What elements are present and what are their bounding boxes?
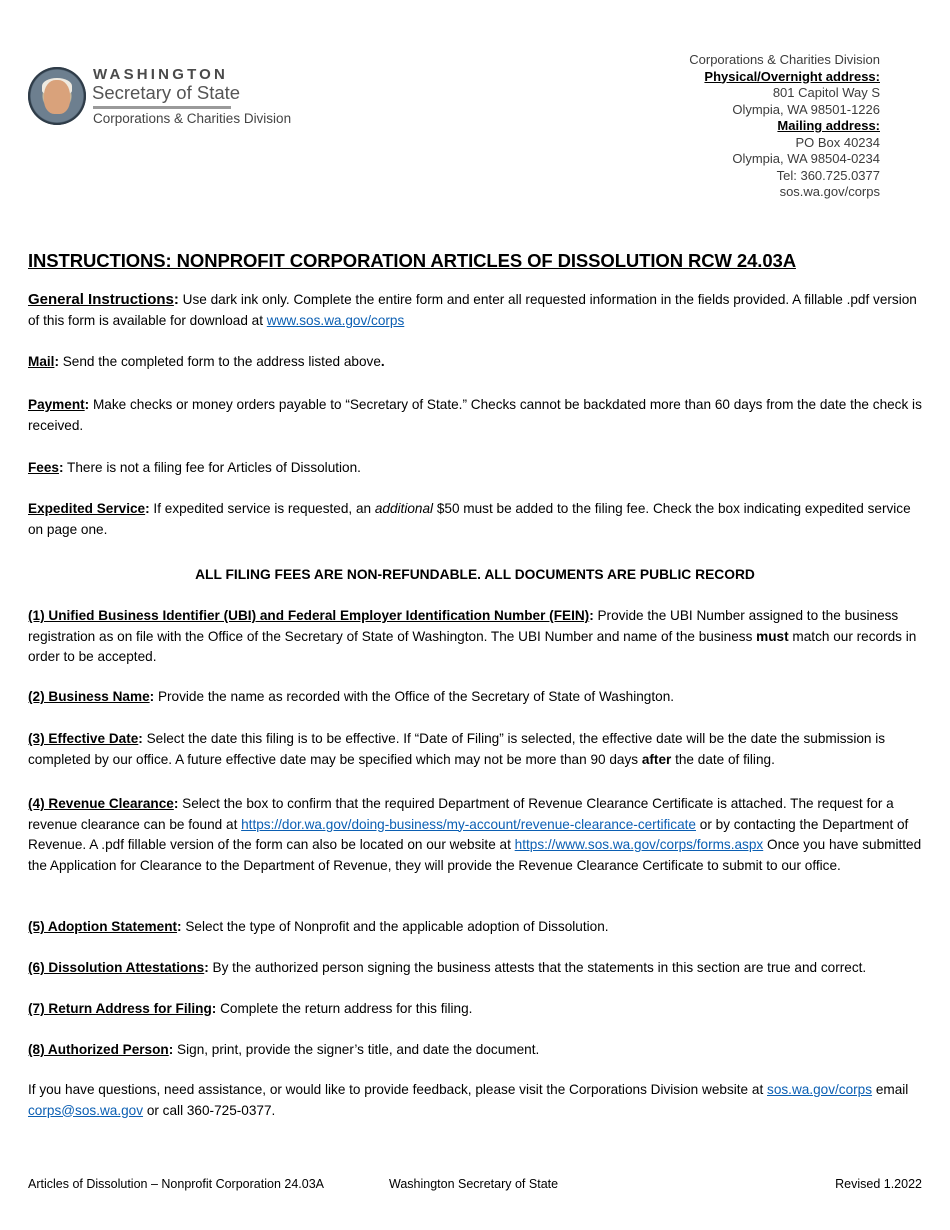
return-address-text: Complete the return address for this filing. [216, 1001, 473, 1016]
mail-text: Send the completed form to the address listed above [58, 354, 381, 369]
telephone: Tel: 360.725.0377 [776, 167, 880, 183]
expedited-italic: additional [374, 501, 434, 516]
physical-city: Olympia, WA 98501-1226 [732, 101, 880, 117]
corps-website-link[interactable]: sos.wa.gov/corps [767, 1082, 873, 1097]
seal-portrait-face [44, 80, 70, 114]
general-text: Use dark ink only. Complete the entire form and enter all requested information in the fields provided. A fillable .pdf version of this form is available for download at [28, 292, 917, 328]
mail-instructions: Mail: Send the completed form to the address listed above. [28, 354, 385, 369]
contact-text-b: email [872, 1082, 909, 1097]
logo-division: Corporations & Charities Division [93, 111, 292, 126]
mailing-city: Olympia, WA 98504-0234 [732, 151, 880, 166]
ubi-text-a: Provide the UBI Number assigned to the business registration as on file with the Office of the Secretary of State of Washington. The UBI Number and name of the business [28, 608, 899, 644]
payment-label: Payment [28, 397, 85, 412]
effective-text-b: the date of filing. [671, 751, 775, 767]
fees-label: Fees [28, 460, 59, 475]
section-attestations: (6) Dissolution Attestations: By the authorized person signing the business attests that the statements in this section are true and correct. [28, 960, 867, 975]
authorized-label: (8) Authorized Person [28, 1042, 169, 1057]
revenue-clearance-link[interactable]: https://dor.wa.gov/doing-business/my-account/revenue-clearance-certificate [241, 816, 696, 832]
section-business-name: (2) Business Name: Provide the name as recorded with the Office of the Secretary of State of Washington. [28, 689, 675, 704]
effective-date-label: (3) Effective Date [28, 731, 139, 746]
return-address-label: (7) Return Address for Filing [28, 1001, 212, 1016]
section-effective-date: (3) Effective Date: Select the date this filing is to be effective. If “Date of Filing” is selected, the effective date will be the date the submission is completed by our office. A future effective date may be specified which may not be more than 90 days after the date of filing. [28, 731, 886, 767]
physical-address-label: Physical/Overnight address: [704, 68, 880, 84]
mailing-address-label: Mailing address: [777, 118, 880, 133]
section-adoption: (5) Adoption Statement: Select the type of Nonprofit and the applicable adoption of Dissolution. [28, 919, 609, 934]
section-revenue-clearance: (4) Revenue Clearance: Select the box to confirm that the required Department of Revenue Clearance Certificate is attached. The request for a revenue clearance can be found at https://dor.wa.gov/doing-business/my-account/revenue-clearance-certificate or by contacting the Department of Revenue. A .pdf fillable version of the form can also be located on our website at https://www.sos.wa.gov/corps/forms.aspx Once you have submitted the Application for Clearance to the Department of Revenue, they will provide the Revenue Clearance Certificate to submit to our office. [28, 796, 922, 873]
mail-label: Mail [28, 354, 55, 369]
website: sos.wa.gov/corps [779, 184, 880, 199]
address-division: Corporations & Charities Division [689, 52, 880, 67]
address-block [689, 52, 880, 201]
expedited-text-b: $50 must be added to the filing fee. Check the box indicating expedited service on page one. [28, 501, 911, 537]
expedited-label: Expedited Service [28, 501, 146, 516]
section-return-address: (7) Return Address for Filing: Complete the return address for this filing. [28, 1001, 473, 1016]
payment-instructions: Payment: Make checks or money orders payable to “Secretary of State.” Checks cannot be backdated more than 60 days from the date the check is received. [28, 397, 922, 433]
ubi-bold: must [756, 628, 789, 644]
contact-text-c: or call 360-725-0377. [143, 1102, 276, 1118]
expedited-text-a: If expedited service is requested, an [149, 501, 375, 516]
logo-office: Secretary of State [92, 82, 241, 103]
corps-email-link[interactable]: corps@sos.wa.gov [28, 1102, 144, 1118]
effective-bold: after [641, 751, 672, 767]
footer-form-name: Articles of Dissolution – Nonprofit Corporation 24.03A [28, 1177, 324, 1191]
adoption-label: (5) Adoption Statement [28, 919, 178, 934]
revenue-text-b: or by contacting the Department of Revenue. A .pdf fillable version of the form can also be located on our website at [28, 816, 909, 852]
ubi-label: (1) Unified Business Identifier (UBI) and Federal Employer Identification Number (FEIN) [28, 608, 590, 623]
business-name-text: Provide the name as recorded with the Office of the Secretary of State of Washington. [154, 689, 675, 704]
authorized-text: Sign, print, provide the signer’s title, and date the document. [173, 1042, 540, 1057]
fees-text: There is not a filing fee for Articles of Dissolution. [63, 460, 361, 475]
effective-text-a: Select the date this filing is to be effective. If “Date of Filing” is selected, the effective date will be the date the submission is completed by our office. A future effective date may be specified which may not be more than 90 days [28, 731, 886, 767]
general-instructions: General Instructions: Use dark ink only. Complete the entire form and enter all requested information in the fields provided. A fillable .pdf version of this form is available for download at www.sos.wa.gov/corps [28, 291, 917, 328]
page-title: INSTRUCTIONS: NONPROFIT CORPORATION ARTICLES OF DISSOLUTION RCW 24.03A [28, 250, 796, 271]
contact-text-a: If you have questions, need assistance, or would like to provide feedback, please visit the Corporations Division website at [28, 1082, 768, 1097]
revenue-label: (4) Revenue Clearance [28, 796, 174, 811]
ubi-text-b: match our records in order to be accepted. [28, 628, 917, 664]
business-name-label: (2) Business Name [28, 689, 150, 704]
logo-state: WASHINGTON [93, 66, 229, 83]
physical-street: 801 Capitol Way S [772, 85, 880, 100]
contact-info [28, 1080, 923, 1121]
fees-instructions: Fees: There is not a filing fee for Articles of Dissolution. [28, 460, 361, 475]
mail-period: . [380, 354, 385, 369]
payment-text: Make checks or money orders payable to “Secretary of State.” Checks cannot be backdated more than 60 days from the date the check is received. [28, 397, 922, 433]
section-authorized-person: (8) Authorized Person: Sign, print, provide the signer’s title, and date the document. [28, 1042, 540, 1057]
footer-agency: Washington Secretary of State [389, 1177, 559, 1191]
expedited-instructions: Expedited Service: If expedited service is requested, an additional $50 must be added to the filing fee. Check the box indicating expedited service on page one. [28, 501, 911, 537]
mailing-box: PO Box 40234 [795, 134, 880, 150]
adoption-text: Select the type of Nonprofit and the applicable adoption of Dissolution. [181, 919, 609, 934]
attestations-text: By the authorized person signing the business attests that the statements in this section are true and correct. [208, 960, 867, 975]
revenue-text-c: Once you have submitted the Application for Clearance to the Department of Revenue, they will provide the Revenue Clearance Certificate to submit to our office. [28, 837, 922, 873]
revenue-text-a: Select the box to confirm that the required Department of Revenue Clearance Certificate is attached. The request for a revenue clearance can be found at [28, 796, 894, 832]
section-ubi: (1) Unified Business Identifier (UBI) and Federal Employer Identification Number (FEIN): Provide the UBI Number assigned to the business registration as on file with the Office of the Secretary of State of Washington. The UBI Number and name of the business must match our records in order to be accepted. [28, 608, 917, 664]
footer-revision: Revised 1.2022 [835, 1177, 922, 1191]
non-refundable-notice: ALL FILING FEES ARE NON-REFUNDABLE. ALL DOCUMENTS ARE PUBLIC RECORD [195, 567, 755, 582]
general-link[interactable]: www.sos.wa.gov/corps [266, 312, 405, 328]
attestations-label: (6) Dissolution Attestations [28, 960, 205, 975]
logo-divider [93, 106, 231, 109]
general-label: General Instructions [28, 291, 174, 308]
forms-link[interactable]: https://www.sos.wa.gov/corps/forms.aspx [514, 837, 764, 852]
